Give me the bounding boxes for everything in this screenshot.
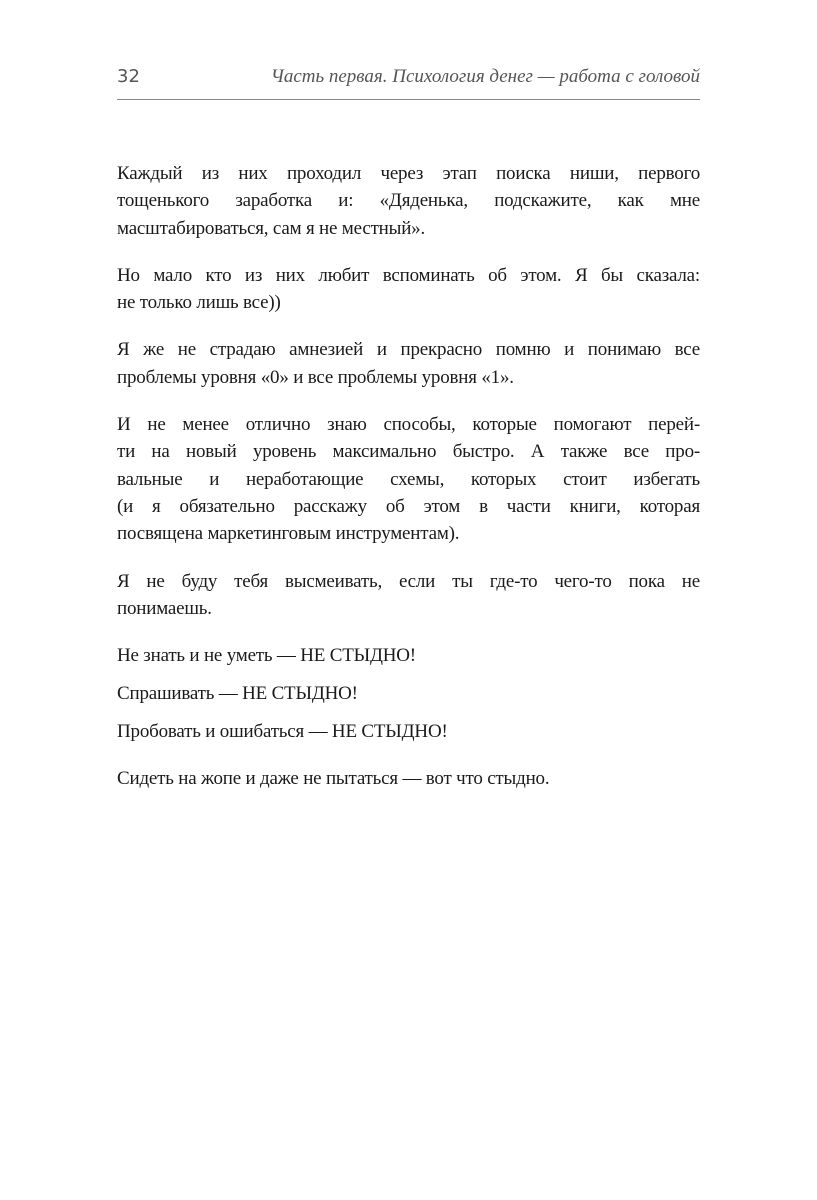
text-line: И не менее отлично знаю способы, которые помогают перей- [117, 414, 700, 436]
text-line: вальные и неработающие схемы, которых стоит избегать [117, 468, 700, 490]
text-line: Не знать и не уметь — НЕ СТЫДНО! [117, 645, 416, 667]
paragraph [117, 336, 700, 391]
running-title: Часть первая. Психология денег — работа с головой [270, 66, 700, 87]
text-line: Сидеть на жопе и даже не пытаться — вот что стыдно. [117, 768, 550, 790]
running-header [117, 62, 700, 92]
text-line: Пробовать и ошибаться — НЕ СТЫДНО! [117, 720, 448, 742]
paragraph [117, 718, 700, 745]
text-line: ти на новый уровень максимально быстро. А также все про- [117, 441, 700, 463]
paragraph [117, 765, 700, 792]
text-line: тощенького заработка и: «Дяденька, подскажите, как мне [117, 190, 700, 212]
text-line: Но мало кто из них любит вспоминать об этом. Я бы сказала: [117, 264, 700, 286]
text-line: Каждый из них проходил через этап поиска ниши, первого [117, 163, 700, 184]
paragraph [117, 160, 700, 242]
paragraph [117, 568, 700, 623]
page-body [117, 160, 700, 812]
header-divider [117, 99, 700, 100]
paragraph [117, 262, 700, 317]
text-line: понимаешь. [117, 597, 212, 619]
page-number: 32 [117, 66, 140, 87]
text-line: Спрашивать — НЕ СТЫДНО! [117, 682, 358, 704]
paragraph [117, 680, 700, 707]
text-line: Я же не страдаю амнезией и прекрасно помню и понимаю все [117, 339, 700, 361]
text-line: не только лишь все)) [117, 292, 281, 314]
text-line: посвящена маркетинговым инструментам). [117, 523, 460, 545]
paragraph [117, 411, 700, 547]
text-line: (и я обязательно расскажу об этом в части книги, которая [117, 495, 700, 517]
paragraph [117, 642, 700, 669]
text-line: масштабироваться, сам я не местный». [117, 217, 426, 239]
text-line: проблемы уровня «0» и все проблемы уровня «1». [117, 366, 514, 388]
text-line: Я не буду тебя высмеивать, если ты где-то чего-то пока не [117, 570, 700, 592]
